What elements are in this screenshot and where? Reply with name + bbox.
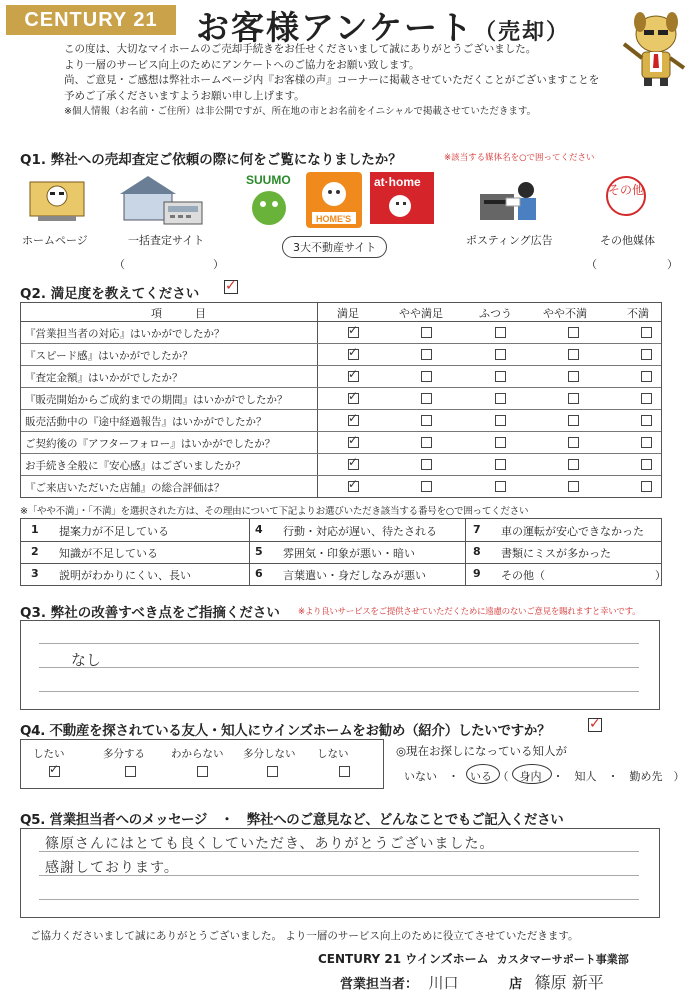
q4-option-label: したい (33, 748, 65, 760)
svg-text:at·home: at·home (374, 175, 421, 189)
satisfaction-checkbox[interactable] (421, 393, 432, 404)
satisfaction-checkbox[interactable] (568, 481, 579, 492)
option-posting[interactable]: ポスティング広告 (466, 234, 553, 247)
satisfaction-checkbox[interactable] (421, 415, 432, 426)
satisfaction-checkbox[interactable] (568, 349, 579, 360)
satisfaction-checkbox[interactable] (641, 393, 652, 404)
q2-row-label: 『ご来店いただいた店舗』の総合評価は？ (25, 482, 225, 494)
intro-line: この度は、大切なマイホームのご売却手続きをお任せくださいまして誠にありがとうございました。 (64, 43, 537, 55)
q2-row-divider (21, 343, 661, 344)
satisfaction-checkbox[interactable] (348, 477, 359, 492)
reasons-table (20, 518, 666, 586)
q2-row-divider (21, 475, 661, 476)
q4-option-label: 多分する (103, 748, 145, 760)
satisfaction-checkbox[interactable] (421, 459, 432, 470)
q2-check-icon: ✓ (225, 278, 237, 294)
reason-text: 車の運転が安心できなかった (501, 525, 644, 538)
satisfaction-checkbox[interactable] (421, 327, 432, 338)
q4-option-label: 多分しない (243, 748, 296, 760)
satisfaction-checkbox[interactable] (568, 327, 579, 338)
reason-text: 行動・対応が遅い、待たされる (283, 525, 437, 538)
company-name: CENTURY 21 ウインズホーム (318, 952, 489, 966)
q2-row-label: お手続き全般に『安心感』はございましたか？ (25, 460, 246, 472)
q2-row-label: 『査定金額』はいかがでしたか？ (25, 372, 183, 384)
reason-text: その他（ ） (501, 569, 666, 582)
logo-text: CENTURY 21 (24, 9, 158, 31)
satisfaction-checkbox[interactable] (568, 459, 579, 470)
reasons-divider (249, 519, 250, 585)
satisfaction-checkbox[interactable] (421, 481, 432, 492)
svg-text:SUUMO: SUUMO (246, 173, 291, 187)
dog-mascot-icon (618, 8, 690, 88)
intro-line: ※個人情報（お名前・ご住所）は非公開ですが、所在地の市とお名前をイニシャルで掲載させていただきます。 (64, 106, 537, 117)
satisfaction-checkbox[interactable] (568, 393, 579, 404)
q2-row-label: 『営業担当者の対応』はいかがでしたか？ (25, 328, 225, 340)
q2-row-divider (21, 365, 661, 366)
reason-number[interactable]: 3 (31, 567, 39, 580)
q2-scale-4: 不満 (627, 307, 649, 320)
q3-answer-box[interactable] (20, 620, 660, 710)
q1-note: ※該当する媒体名を○で囲ってください (444, 153, 595, 163)
option-3dai[interactable]: 3大不動産サイト (282, 236, 387, 258)
reason-number[interactable]: 9 (473, 567, 481, 580)
q2-row-divider (21, 431, 661, 432)
check-mark-icon: ✓ (348, 367, 359, 381)
satisfaction-checkbox[interactable] (495, 393, 506, 404)
satisfaction-checkbox[interactable] (568, 437, 579, 448)
check-mark-icon: ✓ (348, 455, 359, 469)
check-mark-icon: ✓ (348, 389, 359, 403)
q2-scale-0: 満足 (337, 307, 359, 320)
check-mark-icon: ✓ (348, 411, 359, 425)
q2-title: Q2. 満足度を教えてください (20, 286, 200, 302)
footer-company (318, 950, 629, 967)
reason-number[interactable]: 1 (31, 523, 39, 536)
check-mark-icon: ✓ (348, 433, 359, 447)
satisfaction-checkbox[interactable] (421, 349, 432, 360)
reason-number[interactable]: 6 (255, 567, 263, 580)
reason-text: 雰囲気・印象が悪い・暗い (283, 547, 415, 560)
option-homepage[interactable]: ホームページ (22, 234, 88, 247)
satisfaction-checkbox[interactable] (495, 437, 506, 448)
reason-number[interactable]: 7 (473, 523, 481, 536)
satisfaction-checkbox[interactable] (568, 415, 579, 426)
intro-line: 尚、ご意見・ご感想は弊社ホームページ内『お客様の声』コーナーに掲載させていただくことがございますことを (64, 74, 600, 86)
q2-reason-note: ※「やや不満」・「不満」を選択された方は、その理由について下記よりお選びいただき該当する番号を○で囲ってください (20, 506, 529, 517)
q5-answer-box[interactable] (20, 828, 660, 918)
q5-answer-line2: 感謝しております。 (45, 860, 179, 876)
circle-iru (466, 764, 500, 784)
reason-text: 書類にミスが多かった (501, 547, 611, 560)
satisfaction-checkbox[interactable] (495, 349, 506, 360)
q3-answer-text: なし (71, 651, 102, 669)
q4-check-icon: ✓ (589, 716, 601, 732)
q2-row-label: 販売活動中の『途中経過報告』はいかがでしたか？ (25, 416, 267, 428)
satisfaction-checkbox[interactable] (348, 389, 359, 404)
intro-line: 予めご了承くださいますようお願い申し上げます。 (64, 89, 305, 102)
athome-icon (370, 172, 434, 224)
satisfaction-checkbox[interactable] (641, 415, 652, 426)
reason-text: 説明がわかりにくい、長い (59, 569, 191, 582)
reason-number[interactable]: 5 (255, 545, 263, 558)
satisfaction-checkbox[interactable] (421, 437, 432, 448)
q4-checkbox[interactable] (197, 766, 208, 777)
satisfaction-checkbox[interactable] (348, 433, 359, 448)
satisfaction-checkbox[interactable] (495, 415, 506, 426)
logo (6, 5, 176, 35)
q4-option-label: しない (317, 748, 349, 760)
q2-row-divider (21, 409, 661, 410)
satisfaction-checkbox[interactable] (348, 455, 359, 470)
q3-note: ※より良いサービスをご提供させていただくために遠慮のないご意見を賜れますと幸いです。 (298, 607, 641, 617)
title-text: お客様アンケート (196, 8, 475, 47)
reason-number[interactable]: 8 (473, 545, 481, 558)
check-mark-icon: ✓ (348, 345, 359, 359)
satisfaction-checkbox[interactable] (495, 459, 506, 470)
q2-row-divider (21, 387, 661, 388)
q3-title: Q3. 弊社の改善すべき点をご指摘ください (20, 605, 280, 621)
circle-miuchi (512, 764, 552, 784)
paren-ikkatsu: （ ） (114, 258, 224, 271)
satisfaction-checkbox[interactable] (348, 411, 359, 426)
staff-label: 営業担当者： (340, 977, 419, 992)
intro-line: より一層のサービス向上のためにアンケートへのご協力をお願い致します。 (64, 58, 420, 71)
satisfaction-checkbox[interactable] (495, 481, 506, 492)
reason-text: 知識が不足している (59, 547, 158, 560)
check-mark-icon: ✓ (348, 477, 359, 491)
q4-checkbox[interactable] (267, 766, 278, 777)
q2-scale-2: ふつう (479, 307, 512, 320)
q4-checkbox[interactable] (339, 766, 350, 777)
homes-icon (306, 172, 362, 228)
satisfaction-checkbox[interactable] (495, 371, 506, 382)
check-mark-icon: ✓ (348, 323, 359, 337)
satisfaction-checkbox[interactable] (641, 459, 652, 470)
q4-title: Q4. 不動産を探されている友人・知人にウインズホームをお勧め（紹介）したいですか？ (20, 723, 551, 739)
q4-checkbox[interactable] (49, 762, 60, 777)
satisfaction-checkbox[interactable] (348, 367, 359, 382)
store-label: 店 (509, 977, 523, 992)
paren-other: （ ） (586, 258, 676, 271)
reasons-divider (21, 563, 661, 564)
staff-name: 川口 (428, 974, 459, 992)
department-name: カスタマーサポート事業部 (496, 953, 629, 966)
suumo-icon (244, 172, 294, 228)
satisfaction-checkbox[interactable] (348, 323, 359, 338)
q4-option-label: わからない (171, 748, 224, 760)
reason-number[interactable]: 4 (255, 523, 263, 536)
reasons-divider (465, 519, 466, 585)
q4-sub-question: ◎現在お探しになっている知人が (396, 744, 568, 758)
store-name: 篠原 新平 (534, 973, 604, 992)
q5-title: Q5. 営業担当者へのメッセージ ・ 弊社へのご意見など、どんなことでもご記入ください (20, 812, 564, 828)
q2-row-label: 『スピード感』はいかがでしたか？ (25, 350, 193, 362)
option-other[interactable]: その他媒体 (600, 234, 655, 247)
satisfaction-checkbox[interactable] (641, 371, 652, 382)
q1-title: Q1. 弊社への売却査定ご依頼の際に何をご覧になりましたか？ (20, 152, 402, 168)
intro-text (64, 42, 624, 120)
satisfaction-checkbox[interactable] (641, 349, 652, 360)
q2-scale-3: やや不満 (543, 307, 587, 320)
reason-text: 言葉遣い・身だしなみが悪い (283, 569, 426, 582)
q4-scale-box (20, 739, 384, 789)
q2-row-label: ご契約後の『アフターフォロー』はいかがでしたか？ (25, 438, 276, 450)
q2-divider (317, 303, 318, 497)
satisfaction-checkbox[interactable] (641, 437, 652, 448)
q2-row-label: 『販売開始からご成約までの期間』はいかがでしたか？ (25, 394, 288, 406)
footer-staff (340, 970, 604, 993)
q2-scale-1: やや満足 (399, 307, 443, 320)
satisfaction-checkbox[interactable] (641, 327, 652, 338)
reason-number[interactable]: 2 (31, 545, 39, 558)
subtitle-text: （売却） (474, 20, 571, 45)
q2-header-item: 項 目 (151, 307, 206, 320)
satisfaction-checkbox[interactable] (348, 345, 359, 360)
option-ikkatsu[interactable]: 一括査定サイト (128, 234, 205, 247)
other-stamp-icon (606, 176, 646, 216)
reasons-divider (21, 541, 661, 542)
q2-table (20, 302, 662, 498)
q2-row-divider (21, 453, 661, 454)
q4-checkbox[interactable] (125, 766, 136, 777)
svg-text:HOME'S: HOME'S (316, 214, 352, 224)
satisfaction-checkbox[interactable] (568, 371, 579, 382)
satisfaction-checkbox[interactable] (495, 327, 506, 338)
footer-thanks: ご協力くださいまして誠にありがとうございました。 より一層のサービス向上のために役立てさせていただきます。 (30, 930, 579, 942)
check-mark-icon: ✓ (49, 762, 60, 776)
q5-answer-line1: 篠原さんにはとても良くしていただき、ありがとうございました。 (45, 836, 495, 852)
satisfaction-checkbox[interactable] (421, 371, 432, 382)
reason-text: 提案力が不足している (59, 525, 169, 538)
posting-icon (478, 178, 544, 224)
house-icon (120, 174, 204, 226)
homepage-icon (28, 178, 86, 222)
other-stamp-text: その他 (608, 183, 645, 197)
q4-sub-options[interactable]: いない ・ いる （ 身内 ・ 知人 ・ 勤め先 ） (404, 770, 685, 783)
satisfaction-checkbox[interactable] (641, 481, 652, 492)
